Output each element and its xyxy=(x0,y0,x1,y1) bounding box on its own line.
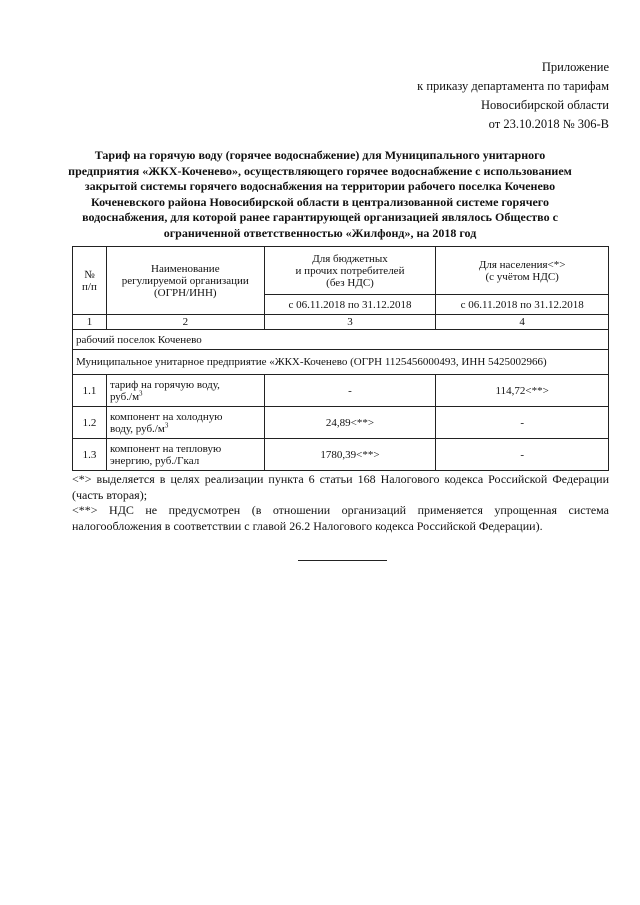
period-budget: с 06.11.2018 по 31.12.2018 xyxy=(264,295,436,315)
row-number: 1.1 xyxy=(73,375,107,407)
row-budget-value: 1780,39<**> xyxy=(264,439,436,471)
header-budget-consumers: Для бюджетных и прочих потребителей (без НДС) xyxy=(264,247,436,295)
row-budget-value: - xyxy=(264,375,436,407)
row-population-value: - xyxy=(436,439,609,471)
footnote-vat: <*> выделяется в целях реализации пункта 6 статьи 168 Налогового кодекса Российской Федерации (часть вторая); xyxy=(72,472,609,502)
footnotes xyxy=(72,472,609,534)
column-number-3: 3 xyxy=(264,315,436,330)
column-number-2: 2 xyxy=(106,315,264,330)
row-indicator: тариф на горячую воду, $руб./м^3$ xyxy=(106,375,264,407)
appendix-line-3: Новосибирской области xyxy=(480,98,609,112)
row-budget-value: 24,89<**> xyxy=(264,407,436,439)
row-number: 1.2 xyxy=(73,407,107,439)
row-indicator: компонент на тепловую энергию, руб./Гкал xyxy=(106,439,264,471)
appendix-line-2: к приказу департамента по тарифам xyxy=(417,79,609,93)
column-number-1: 1 xyxy=(73,315,107,330)
table-row xyxy=(73,375,609,407)
row-indicator: компонент на холодную воду, $руб./м^3$ xyxy=(106,407,264,439)
row-population-value: 114,72<**> xyxy=(436,375,609,407)
appendix-line-1: Приложение xyxy=(541,60,609,74)
table-row xyxy=(73,439,609,471)
period-population: с 06.11.2018 по 31.12.2018 xyxy=(436,295,609,315)
header-population: Для населения<*> (с учётом НДС) xyxy=(436,247,609,295)
appendix-block xyxy=(309,58,609,134)
appendix-line-4: от 23.10.2018 № 306-В xyxy=(488,117,609,131)
document-title: Тариф на горячую воду (горячее водоснабжение) для Муниципального унитарного предприятия «ЖКХ-Коченево», осуществляющего горячее водоснабжение с использованием закрытой системы горячего водоснабжения на территории рабочего поселка Коченево Коченевского района Новосибирской области в централизованной системе горячего водоснабжения, для которой ранее гарантирующей организацией являлось Общество с ограниченной ответственностью «Жилфонд», на 2018 год xyxy=(68,148,572,240)
tariff-table xyxy=(72,246,609,471)
header-number: № п/п xyxy=(73,247,107,315)
organization-row: Муниципальное унитарное предприятие «ЖКХ-Коченево (ОГРН 1125456000493, ИНН 5425002966) xyxy=(73,350,609,375)
column-number-4: 4 xyxy=(436,315,609,330)
footnote-no-vat: <**> НДС не предусмотрен (в отношении организаций применяется упрощенная система налогообложения в соответствии с главой 26.2 Налогового кодекса Российской Федерации). xyxy=(72,503,609,533)
header-organization: Наименование регулируемой организации (ОГРН/ИНН) xyxy=(106,247,264,315)
row-number: 1.3 xyxy=(73,439,107,471)
closing-rule xyxy=(298,560,387,561)
row-population-value: - xyxy=(436,407,609,439)
locality-row: рабочий поселок Коченево xyxy=(73,330,609,350)
table-row xyxy=(73,407,609,439)
